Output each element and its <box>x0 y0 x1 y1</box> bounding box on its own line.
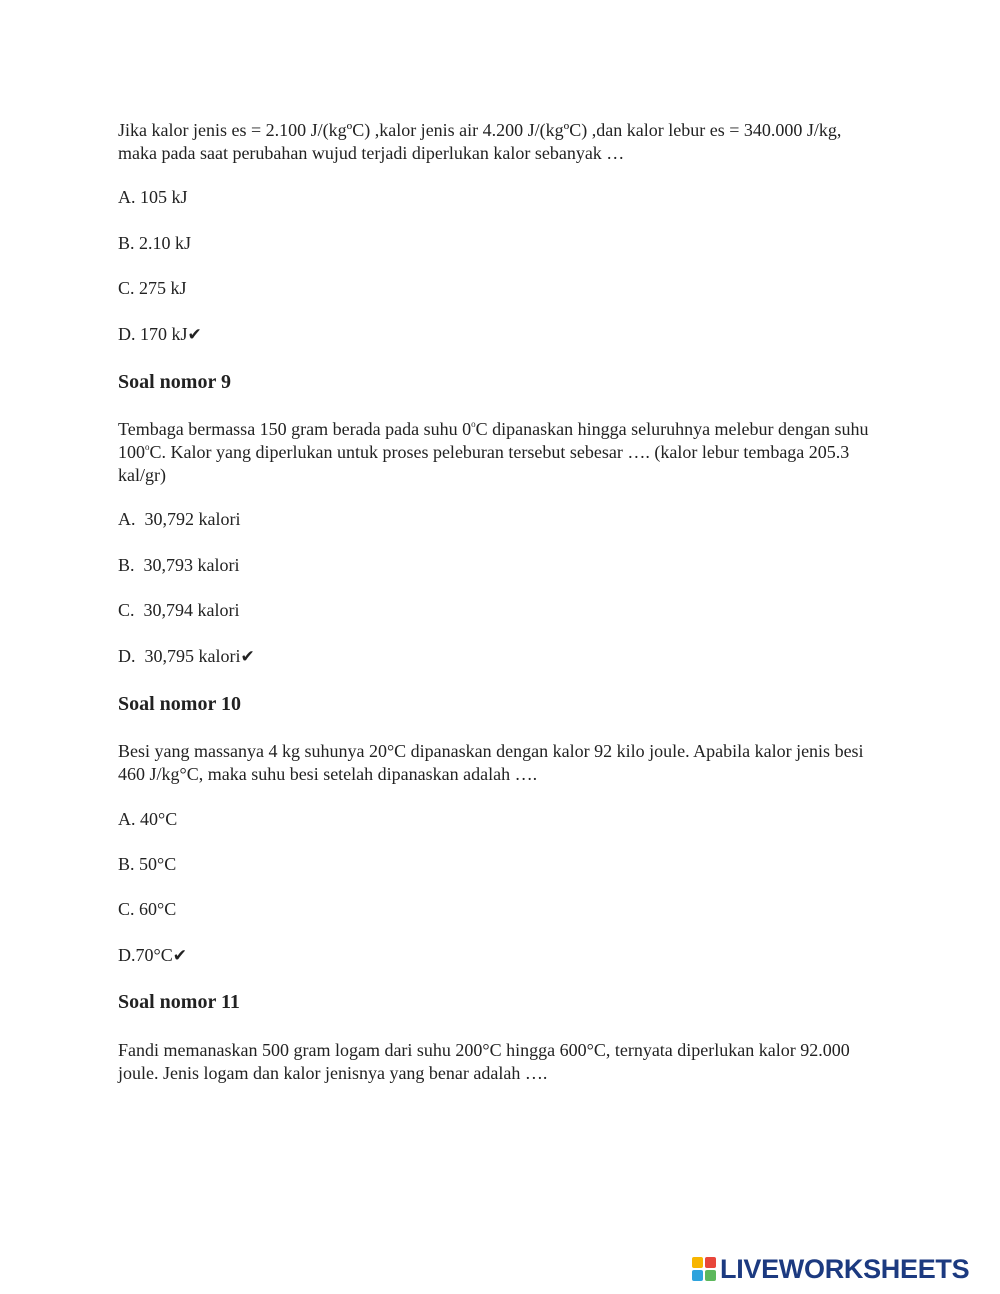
q10-option-b: B. 50°C <box>118 854 177 874</box>
question-8-text: Jika kalor jenis es = 2.100 J/(kgºC) ,kalor jenis air 4.200 J/(kgºC) ,dan kalor lebur es = 340.000 J/kg, maka pada saat perubahan wujud terjadi diperlukan kalor sebanyak … <box>118 120 842 163</box>
question-10-text: Besi yang massanya 4 kg suhunya 20°C dipanaskan dengan kalor 92 kilo joule. Apabila kalor jenis besi 460 J/kg°C, maka suhu besi setelah dipanaskan adalah …. <box>118 741 864 784</box>
logo-square <box>692 1270 703 1281</box>
q10-option-c: C. 60°C <box>118 899 177 919</box>
liveworksheets-logo <box>692 1254 969 1284</box>
q8-option-d-row <box>118 323 202 347</box>
q8-option-b: B. 2.10 kJ <box>118 233 192 253</box>
question-9-text <box>118 418 878 487</box>
q9-text-part2: C dipanaskan hingga seluruhnya melebur dengan suhu 100 <box>118 419 869 462</box>
q9-option-b: B. 30,793 kalori <box>118 555 240 575</box>
logo-square <box>705 1257 716 1268</box>
q10-option-d: D.70°C <box>118 945 173 965</box>
q8-option-d: D. 170 kJ <box>118 324 188 344</box>
degree-sup: o <box>145 442 150 452</box>
question-9-heading: Soal nomor 9 <box>118 371 231 393</box>
q10-option-a: A. 40°C <box>118 809 178 829</box>
q8-option-c: C. 275 kJ <box>118 278 187 298</box>
q9-option-d: D. 30,795 kalori <box>118 646 241 666</box>
logo-text: LIVEWORKSHEETS <box>720 1253 970 1284</box>
question-11-heading: Soal nomor 11 <box>118 991 240 1013</box>
q9-text-part3: C. Kalor yang diperlukan untuk proses peleburan tersebut sebesar …. (kalor lebur tembaga 205.3 kal/gr) <box>118 442 850 485</box>
logo-square <box>692 1257 703 1268</box>
logo-square <box>705 1270 716 1281</box>
checkmark-icon: ✔ <box>172 946 187 966</box>
q9-option-c: C. 30,794 kalori <box>118 600 240 620</box>
q9-text-part1: Tembaga bermassa 150 gram berada pada suhu 0 <box>118 419 472 439</box>
degree-sup: o <box>471 419 476 429</box>
q9-option-a: A. 30,792 kalori <box>118 509 241 529</box>
q10-option-d-row <box>118 944 187 968</box>
checkmark-icon: ✔ <box>240 647 255 667</box>
checkmark-icon: ✔ <box>187 325 202 345</box>
question-11-text: Fandi memanaskan 500 gram logam dari suhu 200°C hingga 600°C, ternyata diperlukan kalor 92.000 joule. Jenis logam dan kalor jenisnya yang benar adalah …. <box>118 1040 850 1083</box>
liveworksheets-logo-icon <box>692 1257 716 1281</box>
question-10-heading: Soal nomor 10 <box>118 693 241 715</box>
q9-option-d-row <box>118 645 255 669</box>
q8-option-a: A. 105 kJ <box>118 187 188 207</box>
